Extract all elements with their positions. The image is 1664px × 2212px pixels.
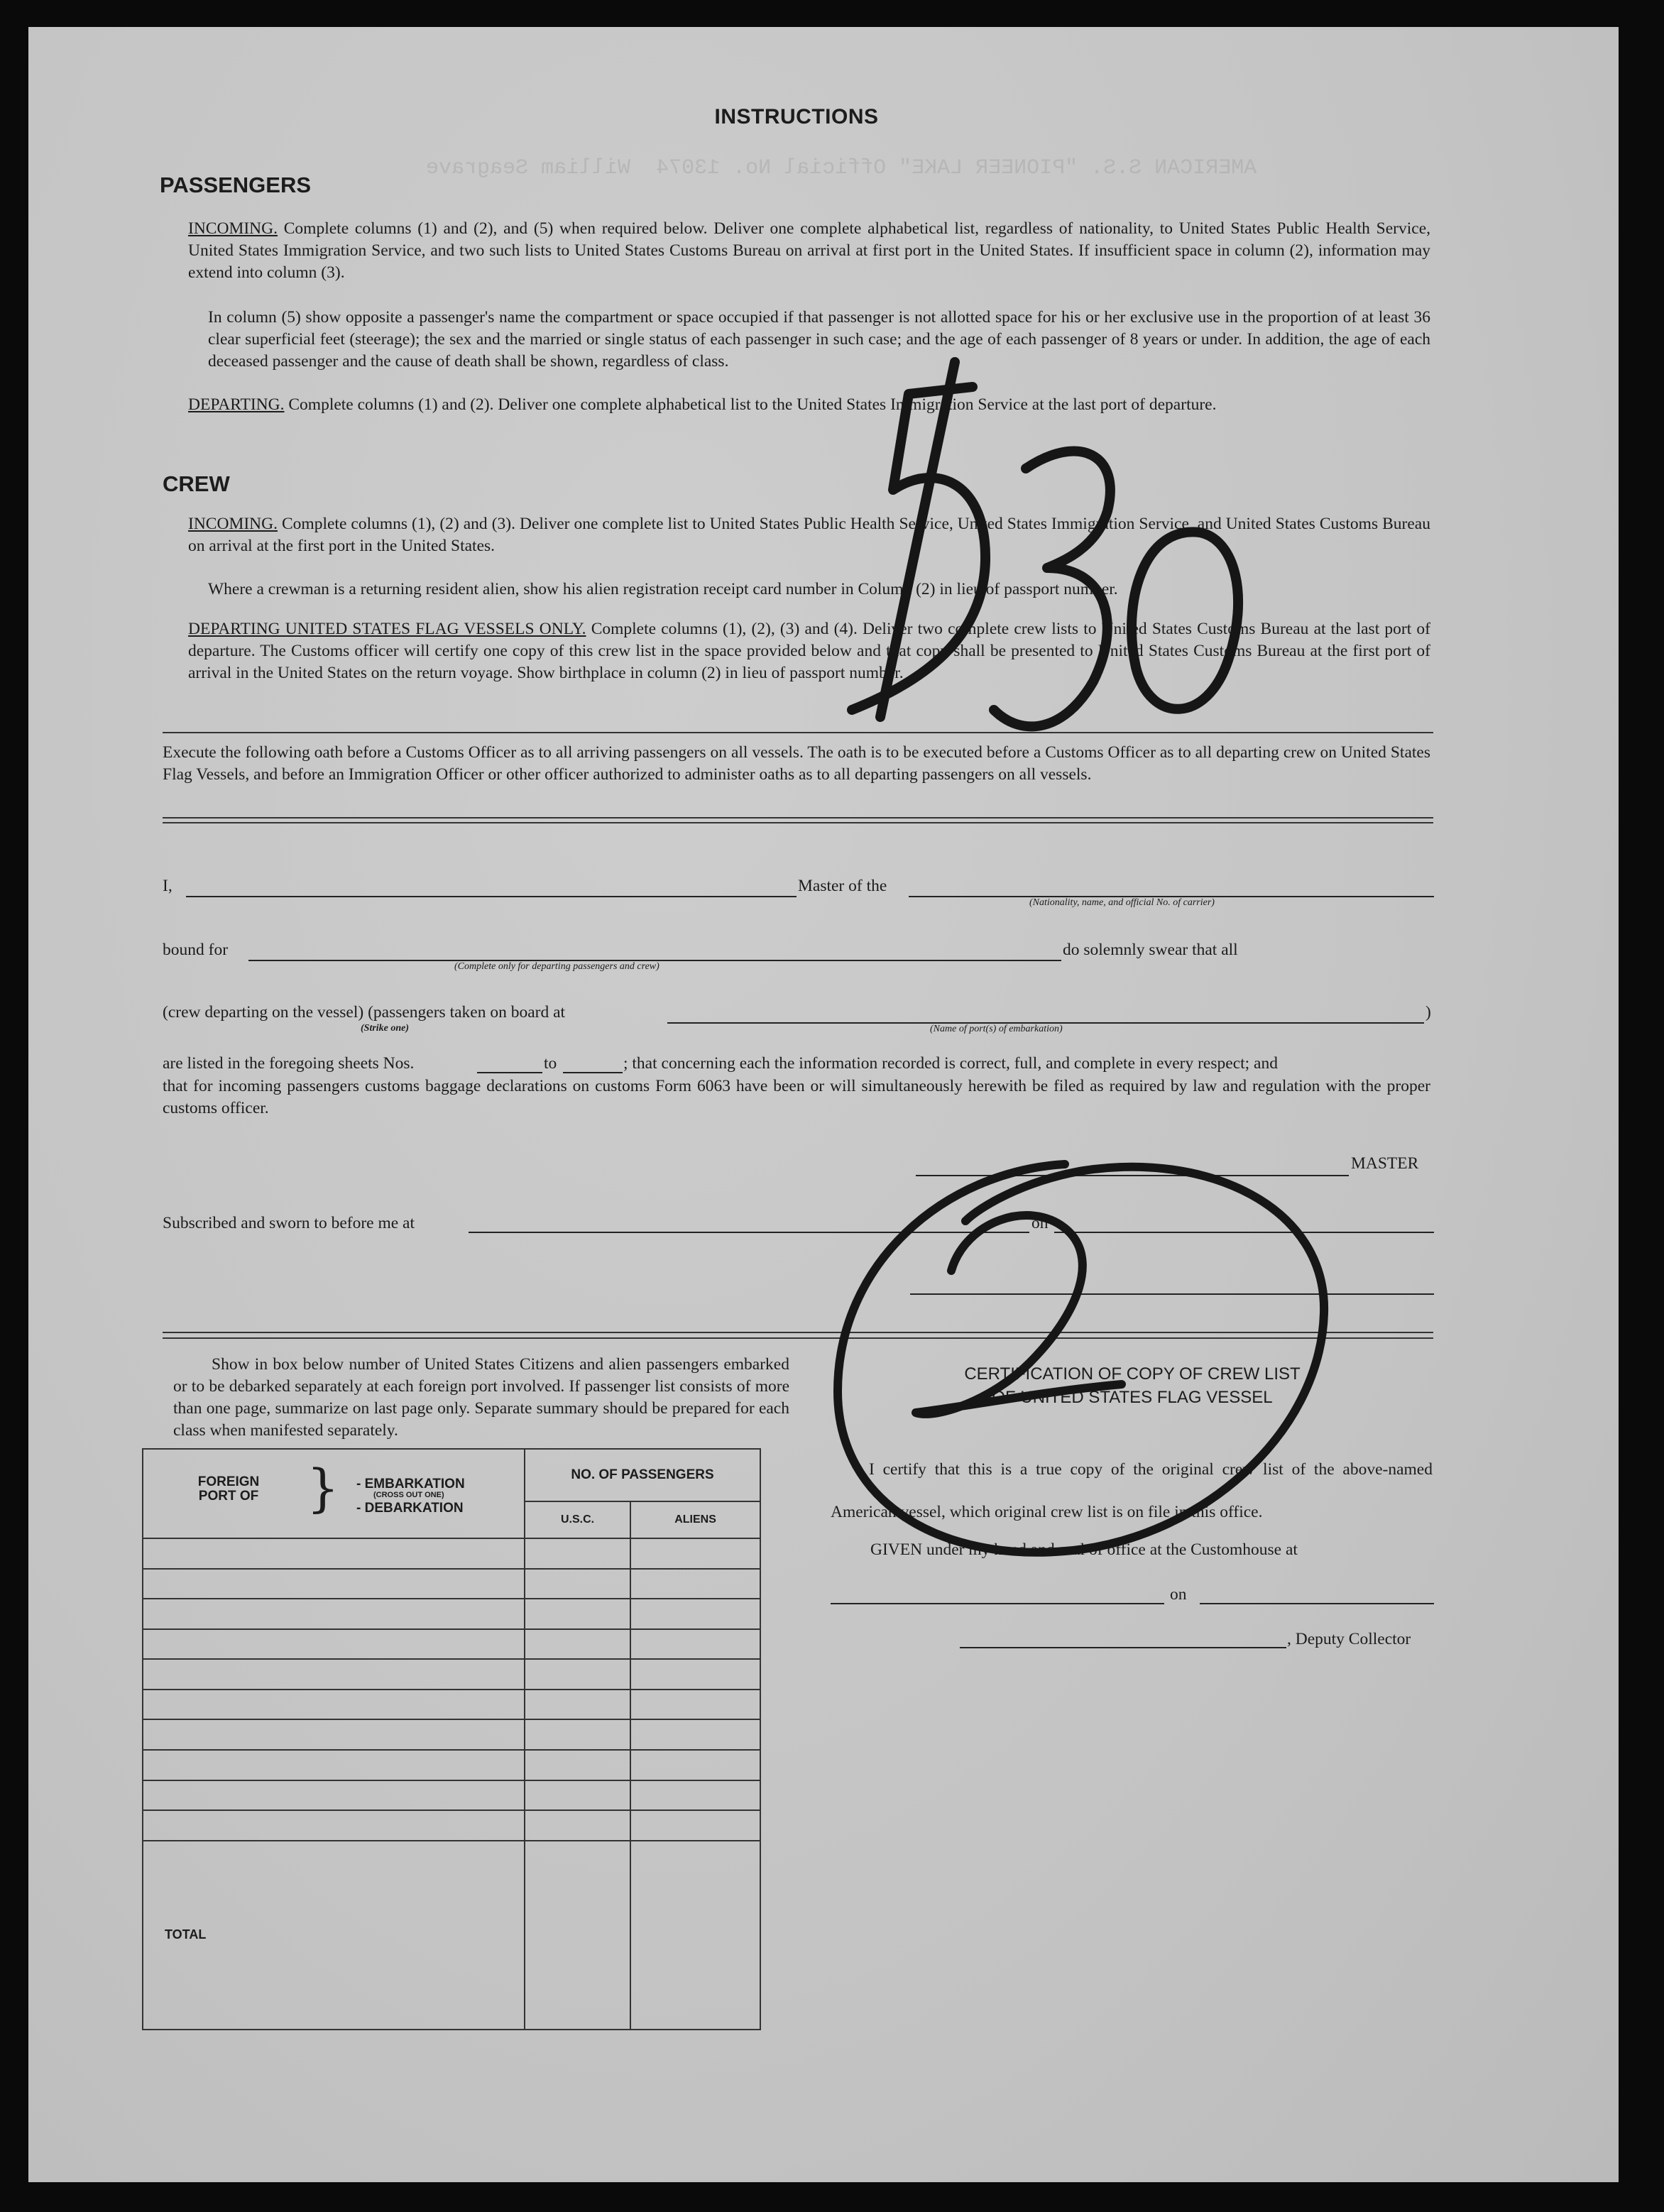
divider	[163, 732, 1433, 733]
port-cell[interactable]	[143, 1659, 525, 1690]
table-total-row	[143, 1841, 760, 2030]
table-row	[143, 1569, 760, 1599]
aliens-cell[interactable]	[630, 1569, 760, 1599]
table-row	[143, 1780, 760, 1811]
sworn-date-line[interactable]	[1054, 1232, 1434, 1233]
bound-for-label: bound for	[163, 941, 229, 959]
usc-cell[interactable]	[525, 1719, 630, 1750]
listed-to: to	[544, 1054, 557, 1073]
port-cell[interactable]	[143, 1569, 525, 1599]
summary-instructions: Show in box below number of United States Citizens and alien passengers embarked or to be debarked separately at each foreign port involved. If passenger list consists of more than one page, summarize on last page only. Separate summary should be prepared for each class when manifested separately.	[173, 1355, 789, 1440]
bound-for-caption: (Complete only for departing passengers and crew)	[454, 961, 659, 972]
master-label: MASTER	[1351, 1154, 1419, 1173]
usc-cell[interactable]	[525, 1599, 630, 1629]
table-row	[143, 1810, 760, 1841]
passengers-incoming-text: Complete columns (1) and (2), and (5) when required below. Deliver one complete alphabetical list, regardless of nationality, to United States Public Health Service, United States Immigration Service, and two such lists to United States Customs Bureau on arrival at first port in the United States. If insufficient space in column (2), information may extend into column (3).	[188, 219, 1431, 282]
aliens-header: ALIENS	[630, 1501, 760, 1538]
passengers-incoming-paragraph	[188, 218, 1430, 284]
crew-incoming-text: Complete columns (1), (2) and (3). Deliver one complete list to United States Public Health Service, United States Immigration Service, and United States Customs Bureau on arrival at the first port in the United States.	[188, 515, 1430, 555]
usc-cell[interactable]	[525, 1569, 630, 1599]
port-header-cell	[143, 1449, 525, 1538]
ports-caption: (Name of port(s) of embarkation)	[930, 1024, 1063, 1034]
usc-cell[interactable]	[525, 1538, 630, 1569]
crew-incoming-paragraph	[188, 513, 1430, 557]
certification-title-line2: OF UNITED STATES FLAG VESSEL	[992, 1388, 1273, 1407]
crew-departing-text: Complete columns (1), (2), (3) and (4). Deliver two complete crew lists to United States Customs Bureau at the last port of departure. The Customs officer will certify one copy of this crew list in the space provided below and that copy shall be presented to United States Customs Bureau at the first port of arrival in the United States on the return voyage. Show birthplace in column (2) in lieu of passport number.	[188, 620, 1430, 682]
close-paren: )	[1425, 1003, 1431, 1022]
debarkation-label: - DEBARKATION	[356, 1501, 464, 1516]
table-row	[143, 1719, 760, 1750]
certification-date-line[interactable]	[1200, 1603, 1434, 1604]
passengers-incoming-label: INCOMING.	[188, 219, 278, 238]
usc-cell[interactable]	[525, 1690, 630, 1720]
table-row	[143, 1599, 760, 1629]
certification-on-label: on	[1170, 1585, 1187, 1604]
passengers-departing-paragraph	[188, 394, 1430, 416]
crew-departing-paragraph	[188, 618, 1430, 684]
embarkation-label: - EMBARKATION	[356, 1477, 465, 1491]
aliens-cell[interactable]	[630, 1599, 760, 1629]
aliens-cell[interactable]	[630, 1659, 760, 1690]
table-row	[143, 1690, 760, 1720]
usc-cell[interactable]	[525, 1810, 630, 1841]
usc-total-cell[interactable]	[525, 1841, 630, 2030]
divider	[163, 1332, 1433, 1333]
crew-resident-paragraph: Where a crewman is a returning resident alien, show his alien registration receipt card number in Column (2) in lieu of passport number.	[208, 580, 1118, 598]
port-cell[interactable]	[143, 1780, 525, 1811]
port-cell[interactable]	[143, 1750, 525, 1780]
table-row	[143, 1659, 760, 1690]
sheet-from-line[interactable]	[477, 1072, 542, 1073]
aliens-cell[interactable]	[630, 1750, 760, 1780]
passengers-heading: PASSENGERS	[160, 173, 312, 197]
brace-glyph: }	[307, 1458, 339, 1518]
given-text: GIVEN under my hand and seal of office at the Customhouse at	[870, 1540, 1298, 1559]
certification-text: I certify that this is a true copy of the original crew list of the above-named American vessel, which original crew list is on file in this office.	[831, 1460, 1433, 1521]
table-header-row	[143, 1449, 760, 1501]
aliens-cell[interactable]	[630, 1810, 760, 1841]
sworn-on-label: on	[1031, 1214, 1049, 1232]
deputy-signature-line[interactable]	[960, 1647, 1286, 1648]
usc-cell[interactable]	[525, 1659, 630, 1690]
bleed-through-text: AMERICAN S.S. "PIONEER LAKE" Official No. 13074 William Seagrave	[426, 156, 1257, 180]
port-cell[interactable]	[143, 1629, 525, 1660]
oath-intro: Execute the following oath before a Customs Officer as to all arriving passengers on all vessels. The oath is to be executed before a Customs Officer as to all departing crew on United States Flag Vessels, and before an Immigration Officer or other officer authorized to administer oaths as to all departing passengers on all vessels.	[163, 743, 1430, 784]
divider	[163, 822, 1433, 823]
divider	[163, 1337, 1433, 1339]
crew-heading: CREW	[163, 471, 230, 496]
crew-departing-text: (crew departing on the vessel) (passengers taken on board at	[163, 1003, 566, 1022]
customhouse-line[interactable]	[831, 1603, 1164, 1604]
sheet-to-line[interactable]	[563, 1072, 623, 1073]
master-of-label: Master of the	[798, 877, 887, 895]
master-name-line[interactable]	[186, 896, 797, 897]
passenger-summary-table	[142, 1448, 761, 2030]
passengers-column5-paragraph: In column (5) show opposite a passenger's name the compartment or space occupied if that passenger is not allotted space for his or her exclusive use in the proportion of at least 36 clear superficial feet (steerage); the sex and the married or single status of each passenger in such case; and the age of each passenger of 8 years or under. In addition, the age of each deceased passenger and the cause of death shall be shown, regardless of class.	[208, 308, 1430, 371]
carrier-caption: (Nationality, name, and official No. of carrier)	[1029, 897, 1215, 908]
usc-cell[interactable]	[525, 1629, 630, 1660]
passengers-departing-text: Complete columns (1) and (2). Deliver one complete alphabetical list to the United States Immigration Service at the last port of departure.	[288, 395, 1217, 414]
table-row	[143, 1629, 760, 1660]
officer-signature-line[interactable]	[910, 1293, 1434, 1295]
aliens-total-cell[interactable]	[630, 1841, 760, 2030]
listed-rest: that for incoming passengers customs baggage declarations on customs Form 6063 have been or will simultaneously herewith be filed as required by law and regulation with the proper customs officer.	[163, 1077, 1430, 1117]
divider	[163, 817, 1433, 818]
port-cell[interactable]	[143, 1538, 525, 1569]
aliens-cell[interactable]	[630, 1780, 760, 1811]
table-row	[143, 1538, 760, 1569]
master-signature-line[interactable]	[916, 1175, 1349, 1176]
oath-i-label: I,	[163, 877, 173, 895]
foreign-port-label: FOREIGN PORT OF	[197, 1474, 260, 1504]
certification-title	[831, 1362, 1434, 1409]
port-cell[interactable]	[143, 1599, 525, 1629]
aliens-cell[interactable]	[630, 1538, 760, 1569]
crew-incoming-label: INCOMING.	[188, 515, 278, 533]
aliens-cell[interactable]	[630, 1629, 760, 1660]
aliens-cell[interactable]	[630, 1690, 760, 1720]
sworn-at-line[interactable]	[469, 1232, 1029, 1233]
strike-one-caption: (Strike one)	[361, 1023, 410, 1034]
listed-label: are listed in the foregoing sheets Nos.	[163, 1054, 415, 1073]
no-of-passengers-header: NO. OF PASSENGERS	[525, 1449, 760, 1501]
port-cell[interactable]	[143, 1690, 525, 1720]
deputy-collector-label: , Deputy Collector	[1287, 1630, 1411, 1648]
crew-departing-label: DEPARTING UNITED STATES FLAG VESSELS ONLY.	[188, 620, 586, 638]
certification-title-line1: CERTIFICATION OF COPY OF CREW LIST	[964, 1364, 1301, 1384]
port-cell[interactable]	[143, 1719, 525, 1750]
subscribed-label: Subscribed and sworn to before me at	[163, 1214, 415, 1232]
table-row	[143, 1750, 760, 1780]
aliens-cell[interactable]	[630, 1719, 760, 1750]
listed-continued: ; that concerning each the information recorded is correct, full, and complete in every respect; and	[623, 1054, 1278, 1073]
usc-cell[interactable]	[525, 1750, 630, 1780]
port-cell[interactable]	[143, 1810, 525, 1841]
total-label: TOTAL	[143, 1841, 525, 2030]
usc-cell[interactable]	[525, 1780, 630, 1811]
passengers-departing-label: DEPARTING.	[188, 395, 285, 414]
swear-text: do solemnly swear that all	[1063, 941, 1238, 959]
page-title: INSTRUCTIONS	[714, 105, 879, 128]
usc-header: U.S.C.	[525, 1501, 630, 1538]
cross-out-label: (CROSS OUT ONE)	[373, 1491, 444, 1499]
